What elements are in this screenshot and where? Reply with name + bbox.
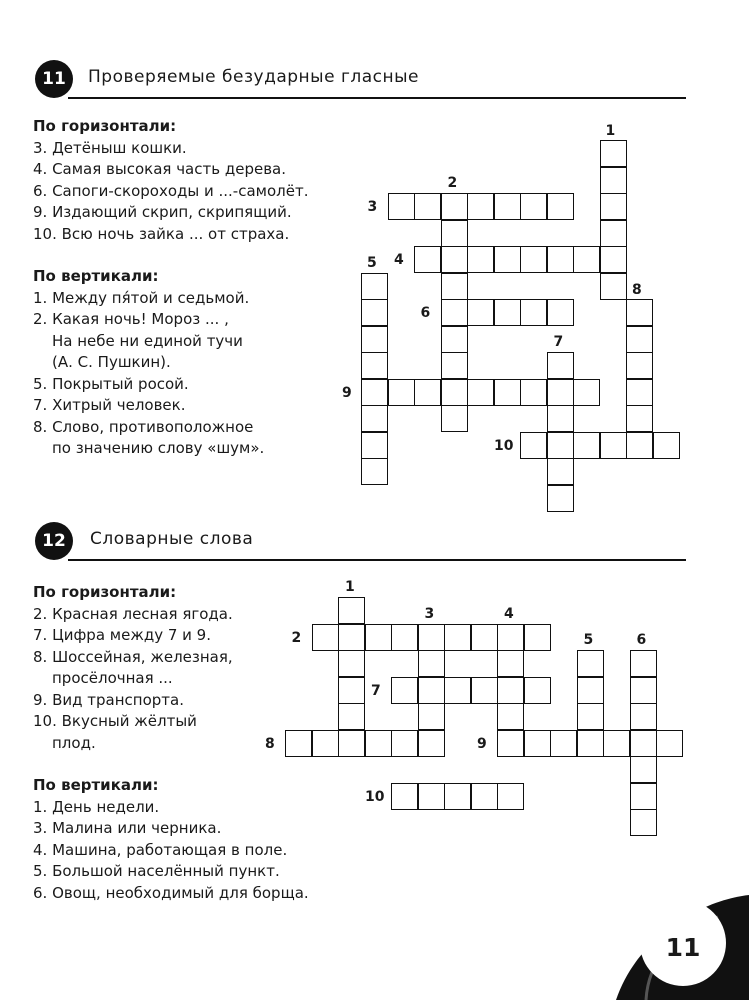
across-heading: По горизонтали: — [33, 583, 177, 601]
crossword-cell[interactable] — [656, 730, 683, 757]
across-clue: 10. Вкусный жёлтый — [33, 712, 197, 730]
crossword-cell[interactable] — [444, 677, 471, 704]
clue-number-label: 6 — [420, 305, 431, 321]
clue-number-label: 2 — [447, 175, 458, 191]
crossword-cell[interactable] — [338, 624, 365, 651]
clue-number-label: 4 — [394, 252, 404, 268]
clue-number-label: 3 — [367, 199, 378, 215]
section-number-badge: 11 — [35, 60, 73, 98]
crossword-cell[interactable] — [497, 730, 524, 757]
across-clue: 3. Детёныш кошки. — [33, 138, 187, 157]
crossword-cell[interactable] — [630, 703, 657, 730]
clue-number-label: 9 — [342, 384, 352, 401]
across-clue: 9. Вид транспорта. — [33, 690, 184, 709]
crossword-cell[interactable] — [630, 756, 657, 783]
clue-number-label: 1 — [345, 579, 355, 595]
clue-number-label: 8 — [265, 735, 275, 752]
crossword-cell[interactable] — [285, 730, 312, 757]
crossword-cell[interactable] — [418, 624, 445, 651]
crossword-cell[interactable] — [497, 677, 524, 704]
crossword-cell[interactable] — [630, 783, 657, 810]
across-clue: 6. Сапоги-скороходы и ...-самолёт. — [33, 181, 309, 200]
crossword-cell[interactable] — [312, 624, 339, 651]
down-clue: 5. Большой населённый пункт. — [33, 862, 280, 880]
crossword-cell[interactable] — [338, 730, 365, 757]
down-clue: 7. Хитрый человек. — [33, 396, 186, 414]
crossword-cell[interactable] — [338, 597, 365, 624]
clue-number-label: 8 — [632, 282, 642, 298]
crossword-cell[interactable] — [630, 730, 657, 757]
across-clue: 2. Красная лесная ягода. — [33, 604, 233, 623]
across-clue: 4. Самая высокая часть дерева. — [33, 160, 286, 178]
crossword-cell[interactable] — [577, 730, 604, 757]
crossword-cell[interactable] — [577, 650, 604, 677]
crossword-cell[interactable] — [418, 730, 445, 757]
crossword-cell[interactable] — [418, 703, 445, 730]
crossword-cell[interactable] — [497, 650, 524, 677]
crossword-cell[interactable] — [630, 677, 657, 704]
crossword-cell[interactable] — [418, 677, 445, 704]
crossword-cell[interactable] — [497, 624, 524, 651]
across-clue: просёлочная ... — [52, 669, 173, 687]
crossword-cell[interactable] — [312, 730, 339, 757]
crossword-cell[interactable] — [471, 624, 498, 651]
across-clue: 9. Издающий скрип, скрипящий. — [33, 203, 292, 221]
crossword-cell[interactable] — [444, 624, 471, 651]
crossword-cell[interactable] — [338, 650, 365, 677]
clue-number-label: 10 — [494, 437, 514, 454]
clue-number-label: 2 — [291, 629, 302, 646]
crossword-cell[interactable] — [497, 783, 524, 810]
clue-number-label: 9 — [477, 735, 487, 752]
crossword-cell[interactable] — [418, 783, 445, 810]
down-clue: 1. Между пя́той и седьмой. — [33, 288, 250, 307]
down-heading: По вертикали: — [33, 267, 159, 285]
crossword-cell[interactable] — [630, 809, 657, 836]
crossword-cell[interactable] — [577, 703, 604, 730]
down-heading: По вертикали: — [33, 776, 159, 794]
clue-number-label: 3 — [424, 605, 435, 622]
down-clue: по значению слову «шум». — [52, 439, 265, 457]
across-clue: 10. Всю ночь зайка ... от страха. — [33, 224, 290, 243]
crossword-cell[interactable] — [338, 677, 365, 704]
crossword-cell[interactable] — [338, 703, 365, 730]
clue-number-label: 5 — [583, 632, 594, 648]
clue-number-label: 4 — [504, 605, 514, 622]
down-clue: На небе ни единой тучи — [52, 331, 243, 350]
crossword-cell[interactable] — [577, 677, 604, 704]
crossword-cell[interactable] — [365, 624, 392, 651]
down-clue: (А. С. Пушкин). — [52, 353, 171, 371]
crossword-cell[interactable] — [391, 677, 418, 704]
crossword-cell[interactable] — [524, 730, 551, 757]
clue-number-label: 5 — [367, 254, 377, 271]
crossword-cell[interactable] — [365, 730, 392, 757]
crossword-cell[interactable] — [497, 703, 524, 730]
crossword-cell[interactable] — [524, 624, 551, 651]
crossword-cell[interactable] — [418, 650, 445, 677]
down-clue: 3. Малина или черника. — [33, 819, 222, 837]
down-clue: 8. Слово, противоположное — [33, 417, 254, 436]
clue-number-label: 10 — [365, 788, 385, 805]
crossword-cell[interactable] — [471, 677, 498, 704]
crossword-cell[interactable] — [603, 730, 630, 757]
crossword-cell[interactable] — [391, 730, 418, 757]
clue-number-label: 7 — [371, 682, 381, 699]
clue-number-label: 7 — [553, 334, 564, 350]
across-heading: По горизонтали: — [33, 117, 177, 135]
across-clue: 7. Цифра между 7 и 9. — [33, 626, 211, 644]
section-number-badge: 12 — [35, 522, 73, 560]
crossword-cell[interactable] — [550, 730, 577, 757]
down-clue: 5. Покрытый росой. — [33, 374, 189, 393]
section-title: Словарные слова — [90, 529, 254, 549]
crossword-cell[interactable] — [444, 783, 471, 810]
crossword-cell[interactable] — [391, 624, 418, 651]
across-clue: плод. — [52, 733, 96, 752]
down-clue: 1. День недели. — [33, 797, 160, 816]
crossword-cell[interactable] — [630, 650, 657, 677]
across-clue: 8. Шоссейная, железная, — [33, 647, 233, 666]
clue-number-label: 1 — [605, 123, 616, 139]
crossword-cell[interactable] — [391, 783, 418, 810]
down-clue: 2. Какая ночь! Мороз ... , — [33, 310, 229, 328]
down-clue: 6. Овощ, необходимый для борща. — [33, 883, 309, 902]
down-clue: 4. Машина, работающая в поле. — [33, 840, 288, 859]
crossword-cell[interactable] — [524, 677, 551, 704]
page-number: 11 — [665, 933, 701, 962]
crossword-cell[interactable] — [471, 783, 498, 810]
section-title: Проверяемые безударные гласные — [88, 67, 420, 87]
clue-number-label: 6 — [636, 632, 647, 648]
